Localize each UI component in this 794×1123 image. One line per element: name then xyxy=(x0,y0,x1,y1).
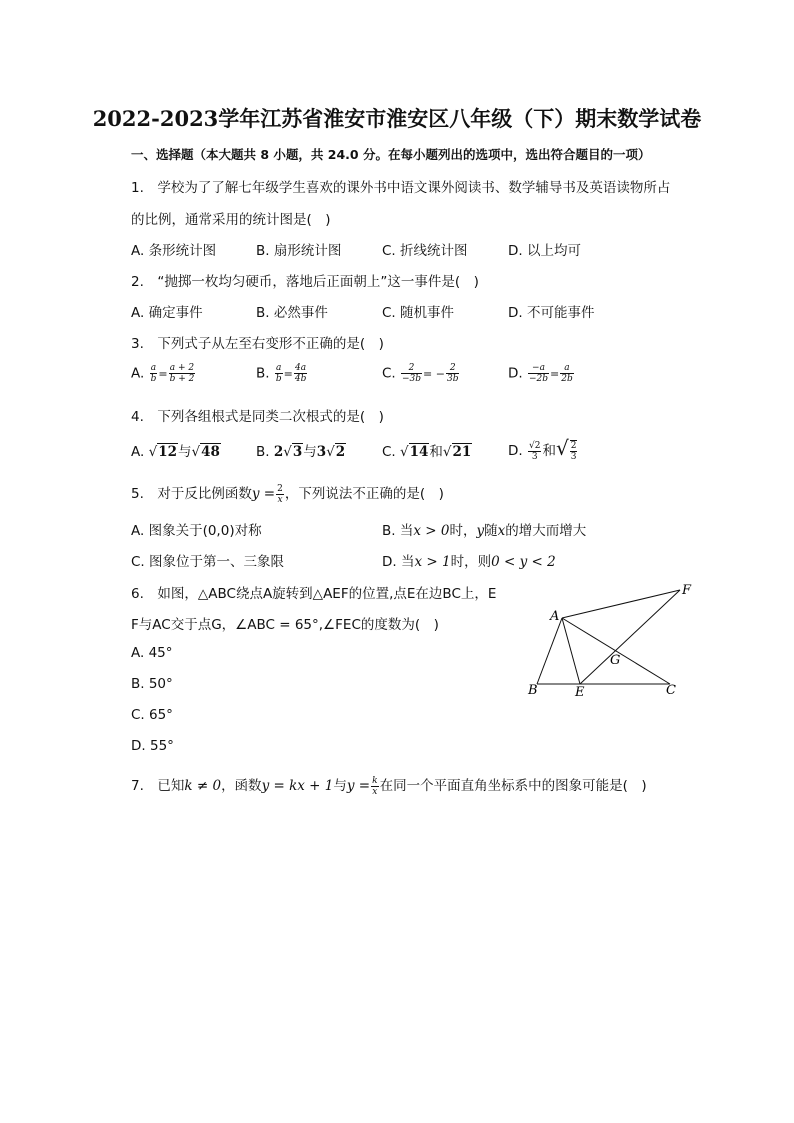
q3-option-d: D. $\frac{-a}{-2b}$ = $\frac{a}{2b}$ xyxy=(508,363,573,384)
q1-option-a: A. 条形统计图 xyxy=(131,243,217,259)
q2-option-d: D. 不可能事件 xyxy=(508,305,595,321)
q4-option-a: A. √12与√48 xyxy=(131,444,220,460)
segment-af xyxy=(562,590,680,618)
q3-a-label: A. xyxy=(131,365,145,382)
q7-fraction: $\frac{k}{x}$ xyxy=(372,775,378,797)
q5-option-c: C. 图象位于第一、三象限 xyxy=(131,554,285,570)
question-2-text: 2. “抛掷一枚均匀硬币，落地后正面朝上”这一事件是( ) xyxy=(131,274,479,290)
question-6-text: 6. 如图，△ABC绕点A旋转到△AEF的位置,点E在边BC上，E xyxy=(131,586,497,602)
q4-a-sqrt-1: √12 xyxy=(148,444,177,460)
q1-option-d: D. 以上均可 xyxy=(508,243,581,259)
q4-option-b: B. 2√3与3√2 xyxy=(256,444,346,460)
q3-d-right-fraction: $\frac{a}{2b}$ xyxy=(561,363,573,384)
q6-option-d: D. 55° xyxy=(131,738,174,754)
triangle-rotation-figure xyxy=(520,580,700,700)
q3-b-right-fraction: $\frac{4a}{4b}$ xyxy=(294,363,307,384)
q4-c-sqrt-1: √14 xyxy=(400,444,429,460)
segment-ac xyxy=(562,618,670,684)
q3-option-b: B. $\frac{a}{b}$ = $\frac{4a}{4b}$ xyxy=(256,363,307,384)
q4-option-c: C. √14和√21 xyxy=(382,444,472,460)
q2-option-b: B. 必然事件 xyxy=(256,305,328,321)
point-f-label: F xyxy=(682,583,692,598)
question-3-text: 3. 下列式子从左至右变形不正确的是( ) xyxy=(131,336,384,352)
q4-d-fraction: $\frac{√2}{3}$ xyxy=(528,440,541,462)
q3-option-c: C. $\frac{2}{-3b}$ = − $\frac{2}{3b}$ xyxy=(382,363,459,384)
page-title: 2022-2023学年江苏省淮安市淮安区八年级（下）期末数学试卷 xyxy=(92,106,702,131)
point-g-label: G xyxy=(610,653,621,668)
q3-d-left-fraction: $\frac{-a}{-2b}$ xyxy=(528,363,549,384)
point-e-label: E xyxy=(575,685,585,700)
q3-b-left-fraction: $\frac{a}{b}$ xyxy=(275,363,282,384)
q5-option-d: D. 当x > 1时，则0 < y < 2 xyxy=(382,554,556,570)
q4-option-d: D. $\frac{√2}{3}$ 和√ $\frac{2}{3}$ xyxy=(508,436,577,462)
q5-option-b: B. 当x > 0时，y随x的增大而增大 xyxy=(382,523,587,539)
q2-option-a: A. 确定事件 xyxy=(131,305,203,321)
point-b-label: B xyxy=(528,683,538,698)
q4-a-sqrt-2: √48 xyxy=(191,444,220,460)
question-5-text: 5. 对于反比例函数y = $\frac{2}{x}$ ，下列说法不正确的是( ) xyxy=(131,483,444,505)
q6-option-b: B. 50° xyxy=(131,676,173,692)
q3-a-left-fraction: $\frac{a}{b}$ xyxy=(150,363,157,384)
q3-option-a: A. $\frac{a}{b}$ = $\frac{a + 2}{b + 2}$ xyxy=(131,363,195,384)
q3-c-right-fraction: $\frac{2}{3b}$ xyxy=(446,363,459,384)
point-c-label: C xyxy=(666,683,676,698)
q4-d-sqrt-fraction: $\frac{2}{3}$ xyxy=(570,441,577,462)
q3-c-label: C. xyxy=(382,365,396,382)
question-1-text-cont: 的比例，通常采用的统计图是( ) xyxy=(131,212,331,228)
point-a-label: A xyxy=(550,609,560,624)
q6-option-c: C. 65° xyxy=(131,707,173,723)
q4-d-sqrt: √ xyxy=(555,436,569,460)
segment-ef xyxy=(580,590,680,684)
question-7-text: 7. 已知k ≠ 0，函数y = kx + 1与y = $\frac{k}{x}$ 在同一个平面直角坐标系中的图象可能是( ) xyxy=(131,775,647,797)
q6-option-a: A. 45° xyxy=(131,645,173,661)
question-6-text-cont: F与AC交于点G，∠ABC = 65°,∠FEC的度数为( ) xyxy=(131,617,439,633)
q3-b-label: B. xyxy=(256,365,270,382)
question-4-text: 4. 下列各组根式是同类二次根式的是( ) xyxy=(131,409,384,425)
q1-option-c: C. 折线统计图 xyxy=(382,243,468,259)
q3-a-right-fraction: $\frac{a + 2}{b + 2}$ xyxy=(169,363,195,384)
section-heading: 一、选择题（本大题共 8 小题，共 24.0 分。在每小题列出的选项中，选出符合题目的一项） xyxy=(131,147,651,162)
q3-c-left-fraction: $\frac{2}{-3b}$ xyxy=(402,363,422,384)
question-1-text: 1. 学校为了了解七年级学生喜欢的课外书中语文课外阅读书、数学辅导书及英语读物所占 xyxy=(131,180,671,196)
q1-option-b: B. 扇形统计图 xyxy=(256,243,342,259)
q4-b-sqrt-1: √3 xyxy=(283,444,303,460)
segment-ab xyxy=(537,618,562,684)
q4-c-sqrt-2: √21 xyxy=(442,444,472,460)
q5-option-a: A. 图象关于(0,0)对称 xyxy=(131,523,262,539)
q2-option-c: C. 随机事件 xyxy=(382,305,455,321)
q4-b-sqrt-2: √2 xyxy=(326,444,346,460)
q5-fraction: $\frac{2}{x}$ xyxy=(277,483,283,505)
q3-d-label: D. xyxy=(508,365,523,382)
